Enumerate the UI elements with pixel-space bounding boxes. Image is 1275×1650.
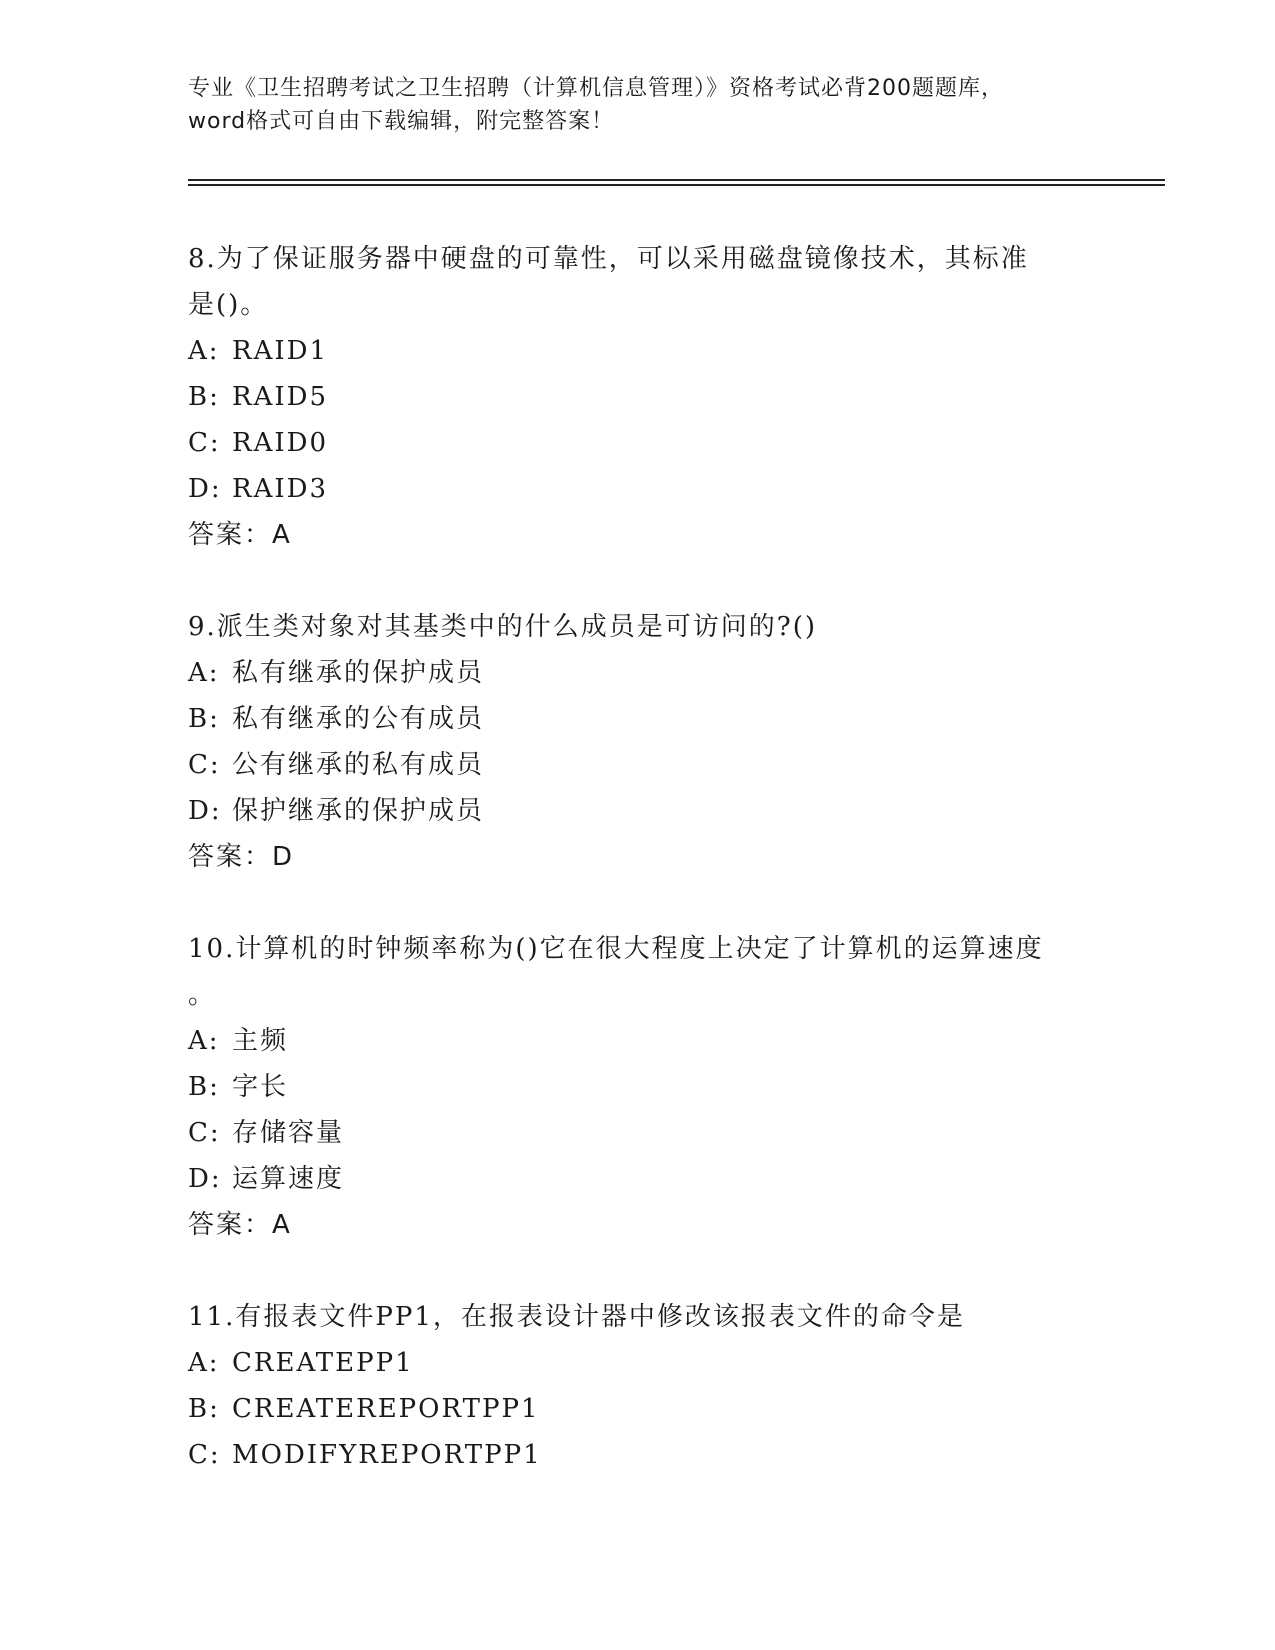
- question-stem: [188, 1294, 1088, 1340]
- option-label: D:: [188, 796, 222, 826]
- answer-line: 答案：A: [188, 520, 292, 550]
- answer-line: 答案：A: [188, 1210, 292, 1240]
- question-stem: [188, 604, 1088, 650]
- option-label: B:: [188, 1394, 220, 1424]
- option-text: 字长: [232, 1072, 289, 1102]
- option-d: [188, 1156, 1088, 1202]
- option-label: C:: [188, 750, 221, 780]
- option-a: [188, 1018, 1088, 1064]
- option-text: RAID1: [232, 336, 329, 366]
- question-stem-line: 9.派生类对象对其基类中的什么成员是可访问的?(): [188, 612, 818, 642]
- question-stem: [188, 926, 1088, 1018]
- option-text: 主频: [232, 1026, 289, 1056]
- question-10: [188, 926, 1088, 1248]
- option-c: [188, 742, 1088, 788]
- option-text: RAID5: [232, 382, 329, 412]
- option-label: C:: [188, 1118, 221, 1148]
- option-c: [188, 420, 1088, 466]
- option-label: A:: [188, 658, 220, 688]
- option-label: D:: [188, 474, 222, 504]
- option-label: C:: [188, 1440, 221, 1470]
- option-b: [188, 374, 1088, 420]
- option-label: B:: [188, 704, 220, 734]
- header-divider-top: [188, 179, 1165, 181]
- question-stem-line: 8.为了保证服务器中硬盘的可靠性，可以采用磁盘镜像技术，其标准: [188, 244, 1029, 274]
- option-label: A:: [188, 1348, 220, 1378]
- question-list: [188, 236, 1088, 1524]
- option-a: [188, 650, 1088, 696]
- question-stem-line: 11.有报表文件PP1，在报表设计器中修改该报表文件的命令是: [188, 1302, 965, 1332]
- answer-line: 答案：D: [188, 842, 295, 872]
- option-a: [188, 328, 1088, 374]
- option-b: [188, 696, 1088, 742]
- header-title-line-1: 专业《卫生招聘考试之卫生招聘（计算机信息管理）》资格考试必背200题题库，: [188, 76, 1004, 101]
- option-label: B:: [188, 382, 220, 412]
- option-label: A:: [188, 336, 220, 366]
- option-label: B:: [188, 1072, 220, 1102]
- option-text: 公有继承的私有成员: [232, 750, 485, 780]
- option-text: RAID0: [232, 428, 329, 458]
- option-b: [188, 1386, 1088, 1432]
- question-9: [188, 604, 1088, 880]
- option-text: 私有继承的公有成员: [232, 704, 485, 734]
- option-text: 保护继承的保护成员: [232, 796, 485, 826]
- document-header: [188, 72, 1088, 138]
- option-text: 私有继承的保护成员: [232, 658, 485, 688]
- question-stem-line: 是()。: [188, 290, 269, 320]
- option-d: [188, 788, 1088, 834]
- option-d: [188, 466, 1088, 512]
- option-text: 存储容量: [232, 1118, 345, 1148]
- header-divider-bottom: [188, 184, 1165, 186]
- option-c: [188, 1110, 1088, 1156]
- option-label: A:: [188, 1026, 220, 1056]
- option-text: CREATEPP1: [232, 1348, 414, 1378]
- question-11: [188, 1294, 1088, 1478]
- option-text: MODIFYREPORTPP1: [232, 1440, 542, 1470]
- option-a: [188, 1340, 1088, 1386]
- header-title-line-2: word格式可自由下载编辑，附完整答案！: [188, 109, 615, 134]
- option-label: D:: [188, 1164, 222, 1194]
- option-b: [188, 1064, 1088, 1110]
- option-c: [188, 1432, 1088, 1478]
- question-8: [188, 236, 1088, 558]
- option-label: C:: [188, 428, 221, 458]
- option-text: RAID3: [232, 474, 329, 504]
- question-stem-line: 10.计算机的时钟频率称为()它在很大程度上决定了计算机的运算速度: [188, 934, 1044, 964]
- question-stem-line: 。: [188, 980, 217, 1010]
- option-text: CREATEREPORTPP1: [232, 1394, 540, 1424]
- option-text: 运算速度: [232, 1164, 345, 1194]
- question-stem: [188, 236, 1088, 328]
